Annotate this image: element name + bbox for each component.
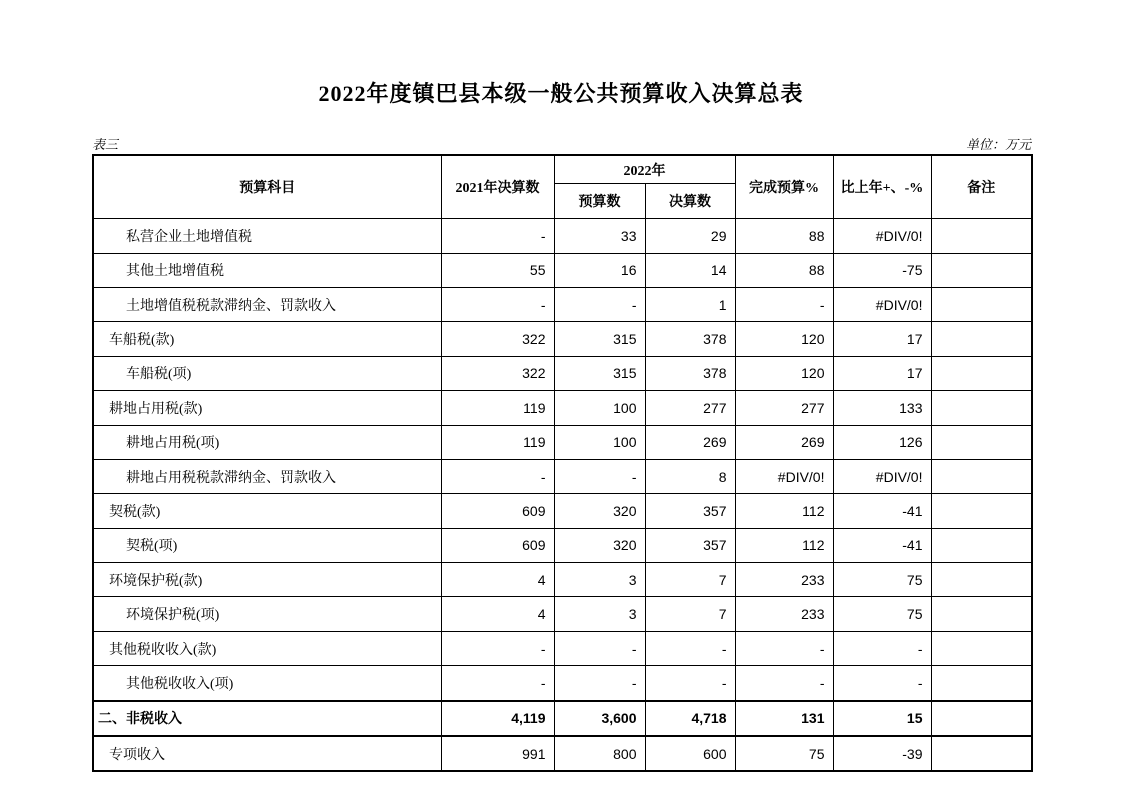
notes-cell	[931, 701, 1032, 736]
vs-last-year-cell: -41	[833, 494, 931, 528]
budget-2022-cell: 3,600	[554, 701, 645, 736]
completion-cell: 277	[735, 391, 833, 425]
completion-cell: 120	[735, 322, 833, 356]
final-2021-cell: 4	[441, 597, 554, 631]
final-2022-cell: 357	[645, 528, 735, 562]
notes-cell	[931, 494, 1032, 528]
final-2022-cell: 1	[645, 287, 735, 321]
final-2021-cell: -	[441, 631, 554, 665]
final-2021-cell: -	[441, 666, 554, 701]
completion-cell: 88	[735, 253, 833, 287]
completion-cell: -	[735, 666, 833, 701]
table-body	[93, 219, 1032, 772]
final-2021-cell: 609	[441, 494, 554, 528]
notes-cell	[931, 219, 1032, 253]
table-row	[93, 666, 1032, 701]
vs-last-year-cell: 126	[833, 425, 931, 459]
table-meta-row	[92, 134, 1031, 153]
notes-cell	[931, 459, 1032, 493]
final-2021-cell: 991	[441, 736, 554, 771]
completion-cell: 112	[735, 528, 833, 562]
notes-cell	[931, 666, 1032, 701]
completion-cell: 120	[735, 356, 833, 390]
notes-cell	[931, 391, 1032, 425]
final-2022-cell: 277	[645, 391, 735, 425]
budget-2022-cell: -	[554, 287, 645, 321]
header-subject: 预算科目	[93, 155, 441, 219]
table-row	[93, 459, 1032, 493]
completion-cell: 233	[735, 597, 833, 631]
vs-last-year-cell: 75	[833, 597, 931, 631]
completion-cell: #DIV/0!	[735, 459, 833, 493]
subject-cell: 契税(项)	[93, 528, 441, 562]
subject-cell: 耕地占用税税款滞纳金、罚款收入	[93, 459, 441, 493]
notes-cell	[931, 356, 1032, 390]
table-row	[93, 736, 1032, 771]
final-2021-cell: 4	[441, 563, 554, 597]
final-2021-cell: -	[441, 219, 554, 253]
final-2022-cell: 378	[645, 322, 735, 356]
final-2022-cell: 7	[645, 597, 735, 631]
table-row	[93, 219, 1032, 253]
final-2022-cell: 7	[645, 563, 735, 597]
subject-cell: 私营企业土地增值税	[93, 219, 441, 253]
final-2022-cell: -	[645, 666, 735, 701]
header-final-2022: 决算数	[645, 184, 735, 219]
final-2021-cell: 322	[441, 322, 554, 356]
budget-2022-cell: 100	[554, 425, 645, 459]
final-2022-cell: 357	[645, 494, 735, 528]
budget-2022-cell: 33	[554, 219, 645, 253]
vs-last-year-cell: 75	[833, 563, 931, 597]
completion-cell: 112	[735, 494, 833, 528]
table-row	[93, 253, 1032, 287]
notes-cell	[931, 631, 1032, 665]
final-2022-cell: -	[645, 631, 735, 665]
subject-cell: 耕地占用税(款)	[93, 391, 441, 425]
final-2022-cell: 29	[645, 219, 735, 253]
final-2022-cell: 378	[645, 356, 735, 390]
final-2021-cell: 322	[441, 356, 554, 390]
header-year-2022: 2022年	[554, 155, 735, 184]
completion-cell: 269	[735, 425, 833, 459]
budget-2022-cell: 320	[554, 528, 645, 562]
final-2022-cell: 4,718	[645, 701, 735, 736]
vs-last-year-cell: 17	[833, 322, 931, 356]
table-header	[93, 155, 1032, 219]
completion-cell: -	[735, 287, 833, 321]
unit-label: 单位：万元	[965, 137, 1031, 153]
vs-last-year-cell: 17	[833, 356, 931, 390]
table-row	[93, 597, 1032, 631]
subject-cell: 车船税(项)	[93, 356, 441, 390]
vs-last-year-cell: -39	[833, 736, 931, 771]
completion-cell: 75	[735, 736, 833, 771]
table-row	[93, 701, 1032, 736]
notes-cell	[931, 528, 1032, 562]
subject-cell: 车船税(款)	[93, 322, 441, 356]
final-2021-cell: -	[441, 459, 554, 493]
completion-cell: 88	[735, 219, 833, 253]
final-2021-cell: 119	[441, 425, 554, 459]
budget-2022-cell: -	[554, 631, 645, 665]
budget-2022-cell: 320	[554, 494, 645, 528]
notes-cell	[931, 425, 1032, 459]
vs-last-year-cell: -41	[833, 528, 931, 562]
final-2021-cell: -	[441, 287, 554, 321]
header-final-2021: 2021年决算数	[441, 155, 554, 219]
final-2022-cell: 8	[645, 459, 735, 493]
header-completion: 完成预算%	[735, 155, 833, 219]
table-row	[93, 322, 1032, 356]
subject-cell: 环境保护税(项)	[93, 597, 441, 631]
completion-cell: 131	[735, 701, 833, 736]
budget-2022-cell: 16	[554, 253, 645, 287]
vs-last-year-cell: #DIV/0!	[833, 287, 931, 321]
final-2021-cell: 609	[441, 528, 554, 562]
final-2021-cell: 119	[441, 391, 554, 425]
vs-last-year-cell: -	[833, 631, 931, 665]
subject-cell: 专项收入	[93, 736, 441, 771]
table-row	[93, 425, 1032, 459]
vs-last-year-cell: #DIV/0!	[833, 219, 931, 253]
vs-last-year-cell: -75	[833, 253, 931, 287]
subject-cell: 环境保护税(款)	[93, 563, 441, 597]
final-2021-cell: 55	[441, 253, 554, 287]
budget-2022-cell: -	[554, 666, 645, 701]
subject-cell: 契税(款)	[93, 494, 441, 528]
subject-cell: 耕地占用税(项)	[93, 425, 441, 459]
vs-last-year-cell: #DIV/0!	[833, 459, 931, 493]
subject-cell: 其他税收收入(项)	[93, 666, 441, 701]
completion-cell: -	[735, 631, 833, 665]
subject-cell: 其他土地增值税	[93, 253, 441, 287]
notes-cell	[931, 253, 1032, 287]
budget-2022-cell: -	[554, 459, 645, 493]
notes-cell	[931, 597, 1032, 631]
subject-cell: 其他税收收入(款)	[93, 631, 441, 665]
budget-2022-cell: 3	[554, 563, 645, 597]
table-row	[93, 563, 1032, 597]
notes-cell	[931, 287, 1032, 321]
final-2022-cell: 600	[645, 736, 735, 771]
notes-cell	[931, 322, 1032, 356]
vs-last-year-cell: 15	[833, 701, 931, 736]
page-title: 2022年度镇巴县本级一般公共预算收入决算总表	[318, 81, 804, 106]
header-budget-2022: 预算数	[554, 184, 645, 219]
table-row	[93, 494, 1032, 528]
header-notes: 备注	[931, 155, 1032, 219]
budget-2022-cell: 315	[554, 322, 645, 356]
final-2022-cell: 269	[645, 425, 735, 459]
budget-2022-cell: 3	[554, 597, 645, 631]
subject-cell: 土地增值税税款滞纳金、罚款收入	[93, 287, 441, 321]
table-row	[93, 631, 1032, 665]
budget-revenue-table	[92, 154, 1033, 772]
final-2021-cell: 4,119	[441, 701, 554, 736]
table-row	[93, 528, 1032, 562]
table-row	[93, 356, 1032, 390]
notes-cell	[931, 563, 1032, 597]
table-row	[93, 391, 1032, 425]
completion-cell: 233	[735, 563, 833, 597]
budget-2022-cell: 800	[554, 736, 645, 771]
budget-2022-cell: 100	[554, 391, 645, 425]
header-vs-last-year: 比上年+、-%	[833, 155, 931, 219]
vs-last-year-cell: 133	[833, 391, 931, 425]
table-number-label: 表三	[92, 137, 119, 153]
budget-2022-cell: 315	[554, 356, 645, 390]
notes-cell	[931, 736, 1032, 771]
vs-last-year-cell: -	[833, 666, 931, 701]
final-2022-cell: 14	[645, 253, 735, 287]
subject-cell: 二、非税收入	[93, 701, 441, 736]
table-row	[93, 287, 1032, 321]
